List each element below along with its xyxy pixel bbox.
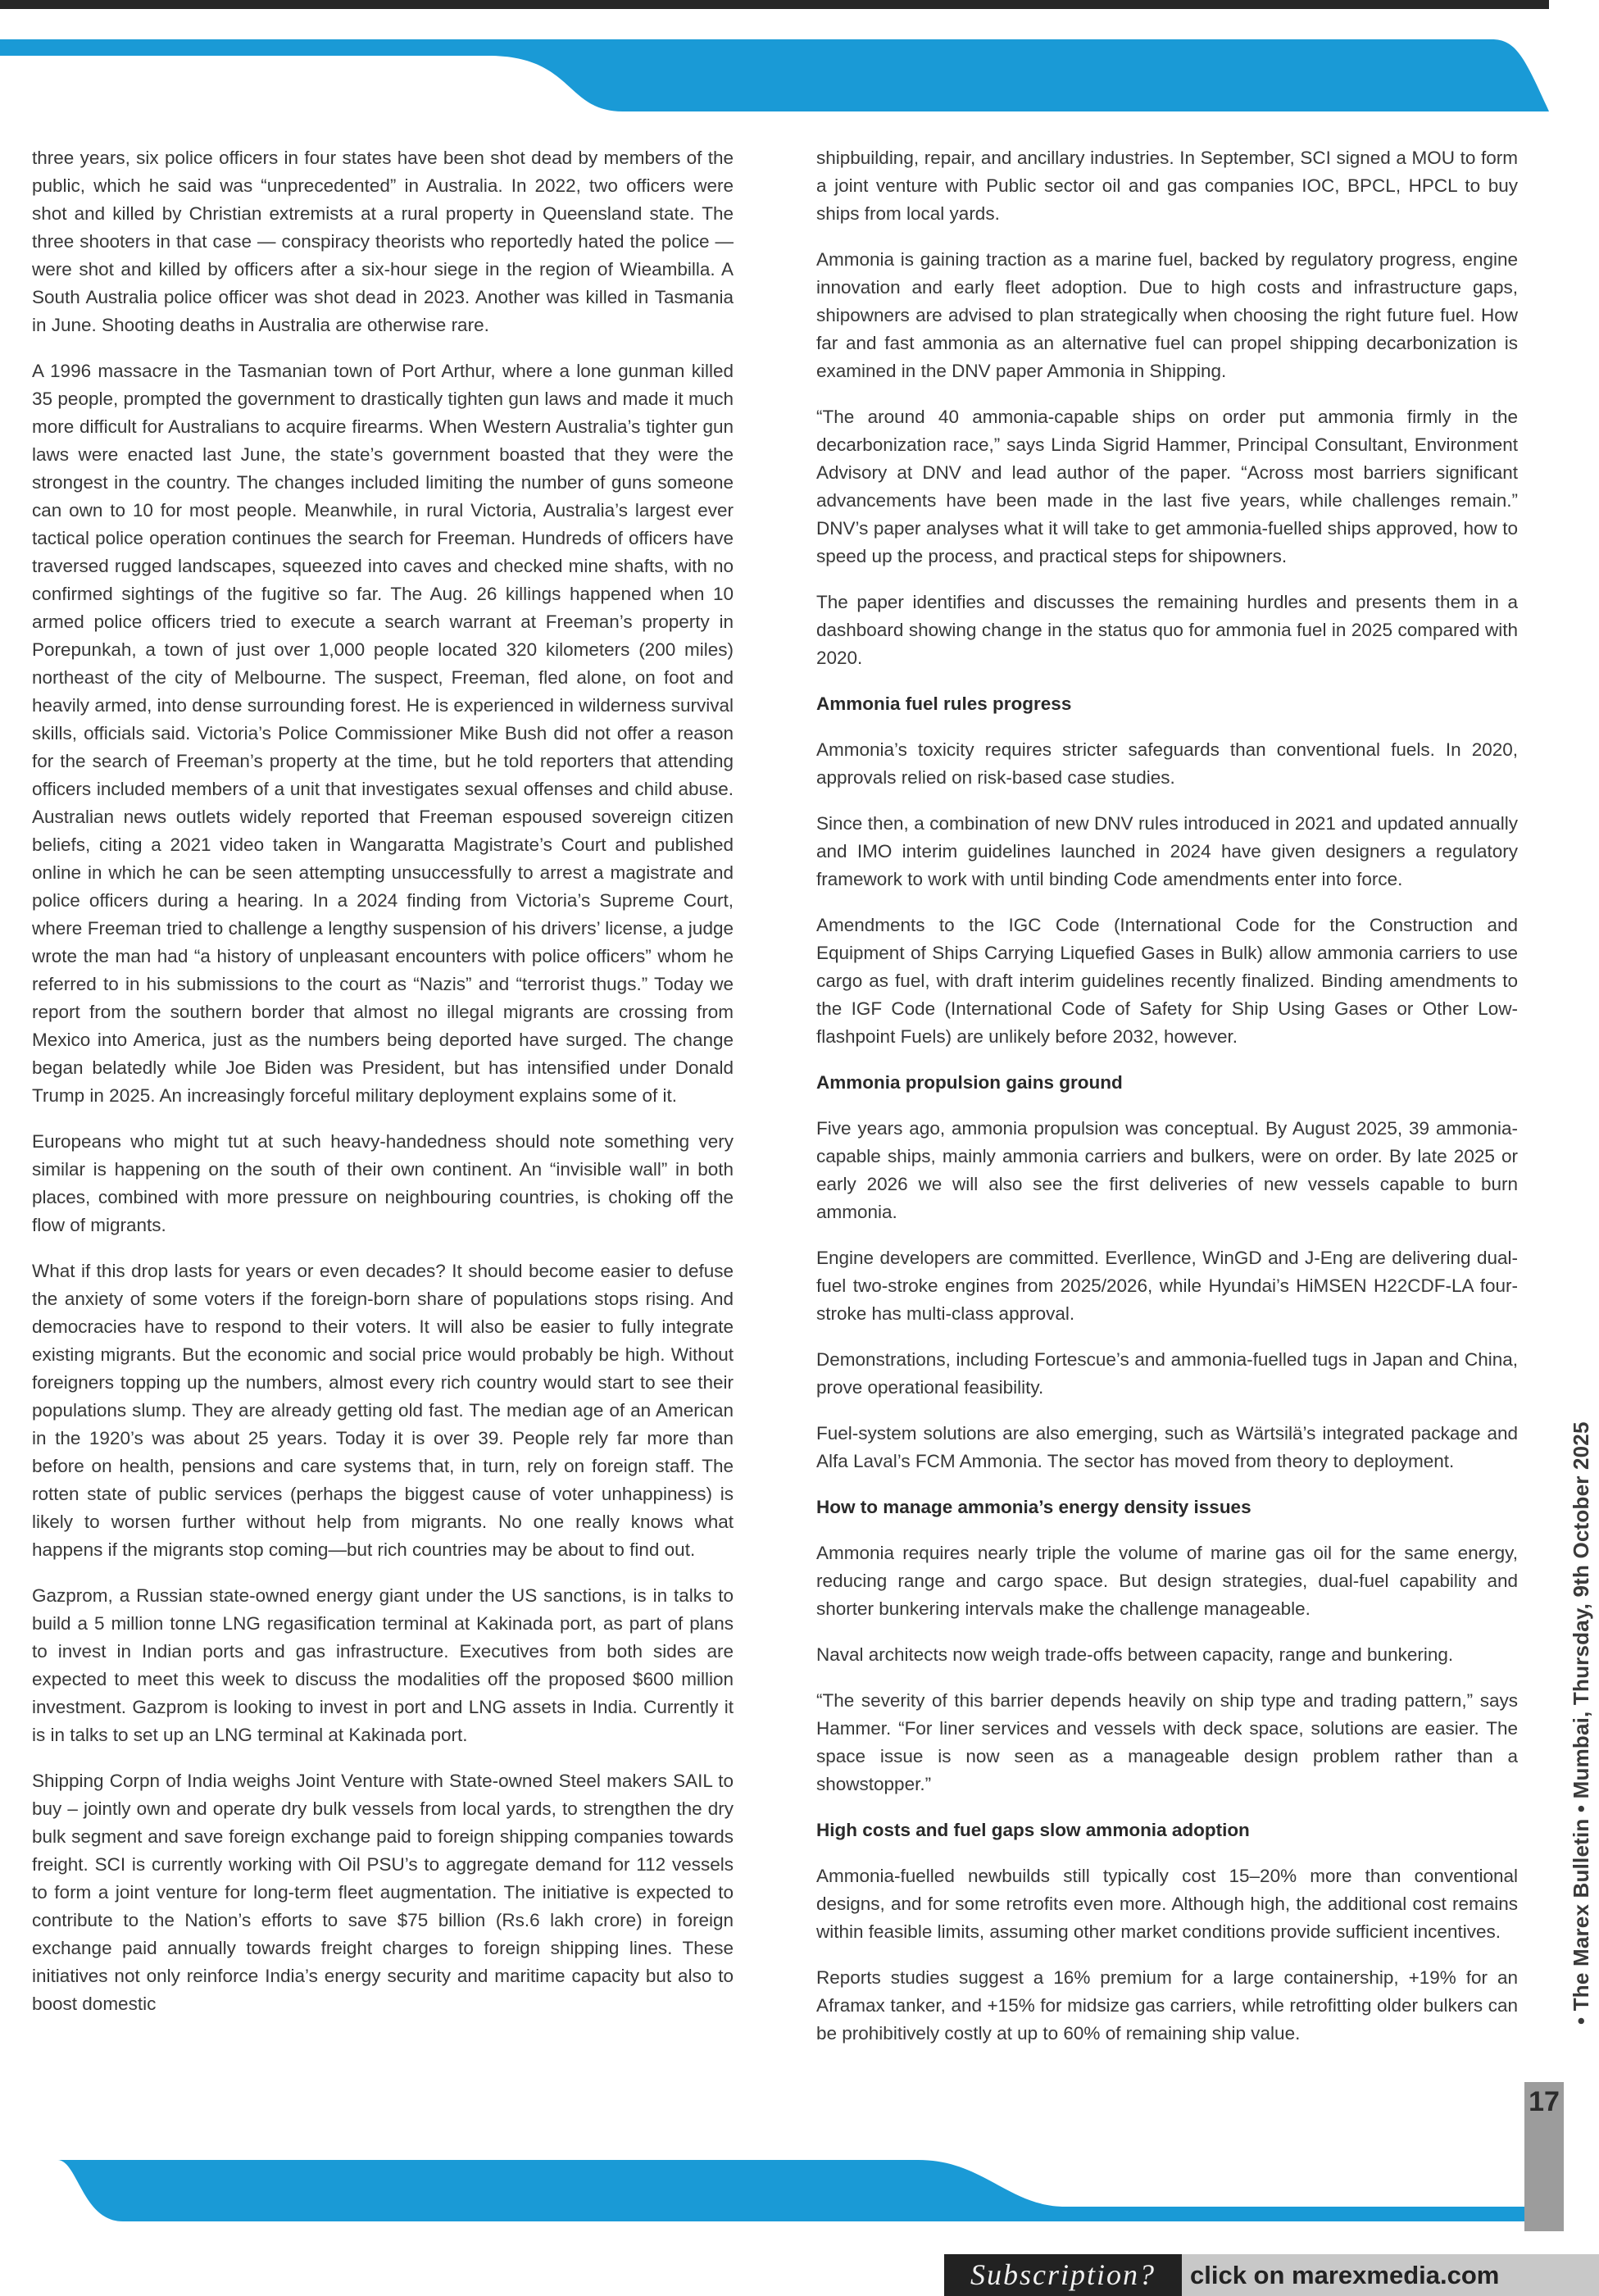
paragraph: Engine developers are committed. Everllence, WinGD and J-Eng are delivering dual-fuel two-stroke engines from 2025/2026, while Hyundai’s HiMSEN H22CDF-LA four-stroke has multi-class approval. [816, 1248, 1518, 1324]
paragraph: Since then, a combination of new DNV rules introduced in 2021 and updated annually and IMO interim guidelines launched in 2024 have given designers a regulatory framework to work with until binding Code amendments enter into force. [816, 813, 1518, 889]
paragraph: “The around 40 ammonia-capable ships on order put ammonia firmly in the decarbonization race,” says Linda Sigrid Hammer, Principal Consultant, Environment Advisory at DNV and lead author of the paper. “Across most barriers significant advancements have been made in the last five years, while challenges remain.” DNV’s paper analyses what it will take to get ammonia-fuelled ships approved, how to speed up the process, and practical steps for shipowners. [816, 407, 1518, 566]
paragraph: A 1996 massacre in the Tasmanian town of Port Arthur, where a lone gunman killed 35 people, prompted the government to drastically tighten gun laws and made it much more difficult for Australians to acquire firearms. When Western Australia’s tighter gun laws were enacted last June, the state’s government boasted that they were the strongest in the country. The changes included limiting the number of guns someone can own to 10 for most people. Meanwhile, in rural Victoria, Australia’s largest ever tactical police operation continues the search for Freeman. Hundreds of officers have traversed rugged landscapes, squeezed into caves and checked mine shafts, with no confirmed sightings of the fugitive so far. The Aug. 26 killings happened when 10 armed police officers tried to execute a search warrant at Freeman’s property in Porepunkah, a town of just over 1,000 people located 320 kilometers (200 miles) northeast of the city of Melbourne. The suspect, Freeman, fled alone, on foot and heavily armed, into dense surrounding forest. He is experienced in wilderness survival skills, officials said. Victoria’s Police Commissioner Mike Bush did not offer a reason for the search of Freeman’s property at the time, but he told reporters that attending officers included members of a unit that investigates sexual offenses and child abuse. Australian news outlets widely reported that Freeman espoused sovereign citizen beliefs, citing a 2021 video taken in Wangaratta Magistrate’s Court and published online in which he can be seen attempting unsuccessfully to arrest a magistrate and police officers during a hearing. In a 2024 finding from Victoria’s Supreme Court, where Freeman tried to challenge a lengthy suspension of his drivers’ license, a judge wrote the man had “a history of unpleasant encounters with police officers” whom he referred to in his submissions to the court as “Nazis” and “terrorist thugs.” Today we report from the southern border that almost no illegal migrants are crossing from Mexico into America, just as the numbers being deported have surged. The change began belatedly while Joe Biden was President, but has intensified under Donald Trump in 2025. An increasingly forceful military deployment explains some of it. [32, 361, 734, 1106]
publication-dateline: • The Marex Bulletin • Mumbai, Thursday, 9th October 2025 [1569, 1421, 1593, 2025]
footer-wave-band [0, 2160, 1524, 2221]
paragraph: Ammonia is gaining traction as a marine fuel, backed by regulatory progress, engine innovation and early fleet adoption. Due to high costs and infrastructure gaps, shipowners are advised to plan strategically when choosing the right future fuel. How far and fast ammonia as an alternative fuel can propel shipping decarbonization is examined in the DNV paper Ammonia in Shipping. [816, 249, 1518, 381]
section-heading: Ammonia propulsion gains ground [816, 1072, 1123, 1093]
footer-wave-decoration [0, 2156, 1599, 2230]
paragraph: Amendments to the IGC Code (International Code for the Construction and Equipment of Ships Carrying Liquefied Gases in Bulk) allow ammonia carriers to use cargo as fuel, with draft interim guidelines recently finalized. Binding amendments to the IGF Code (International Code of Safety for Ship Using Gases or Other Low-flashpoint Fuels) are unlikely before 2032, however. [816, 915, 1518, 1047]
paragraph: Reports studies suggest a 16% premium for a large containership, +19% for an Aframax tanker, and +15% for midsize gas carriers, while retrofitting older bulkers can be prohibitively costly at up to 60% of remaining ship value. [816, 1967, 1518, 2044]
subscription-label: Subscription? [944, 2254, 1182, 2296]
right-article-column [816, 144, 1518, 2066]
paragraph: What if this drop lasts for years or even decades? It should become easier to defuse the anxiety of some voters if the foreign-born share of populations stops rising. And democracies have to respond to their voters. It will also be easier to fully integrate existing migrants. But the economic and social price would probably be high. Without foreigners topping up the numbers, almost every rich country would start to see their populations slump. They are already getting old fast. The median age of an American in the 1920’s was about 25 years. Today it is over 39. People rely far more than before on health, pensions and care systems that, in turn, rely on foreign staff. The rotten state of public services (perhaps the biggest cause of voter unhappiness) is likely to worsen further without help from migrants. No one really knows what happens if the migrants stop coming—but rich countries may be about to find out. [32, 1261, 734, 1560]
paragraph: “The severity of this barrier depends heavily on ship type and trading pattern,” says Hammer. “For liner services and vessels with deck space, solutions are easier. The space issue is now seen as a manageable design problem rather than a showstopper.” [816, 1690, 1518, 1794]
paragraph: Ammonia-fuelled newbuilds still typically cost 15–20% more than conventional designs, and for some retrofits even more. Although high, the additional cost remains within feasible limits, assuming other market conditions provide sufficient incentives. [816, 1866, 1518, 1942]
subscription-link[interactable]: click on marexmedia.com [1190, 2261, 1500, 2289]
paragraph: three years, six police officers in four states have been shot dead by members of the public, which he said was “unprecedented” in Australia. In 2022, two officers were shot and killed by Christian extremists at a rural property in Queensland state. The three shooters in that case — conspiracy theorists who reportedly hated the police — were shot and killed by officers after a six-hour siege in the region of Wieambilla. A South Australia police officer was shot dead in 2023. Another was killed in Tasmania in June. Shooting deaths in Australia are otherwise rare. [32, 148, 734, 335]
section-heading: How to manage ammonia’s energy density issues [816, 1497, 1251, 1517]
paragraph: The paper identifies and discusses the remaining hurdles and presents them in a dashboard showing change in the status quo for ammonia fuel in 2025 compared with 2020. [816, 592, 1518, 668]
left-article-column [32, 144, 734, 2036]
paragraph: Ammonia’s toxicity requires stricter safeguards than conventional fuels. In 2020, approvals relied on risk-based case studies. [816, 739, 1518, 788]
header-wave-band [0, 39, 1549, 111]
page-number: 17 [1529, 2086, 1560, 2117]
top-bar [0, 0, 1549, 9]
paragraph: Gazprom, a Russian state-owned energy giant under the US sanctions, is in talks to build a 5 million tonne LNG regasification terminal at Kakinada port, as part of plans to invest in Indian ports and gas infrastructure. Executives from both sides are expected to meet this week to discuss the modalities off the proposed $600 million investment. Gazprom is looking to invest in port and LNG assets in India. Currently it is in talks to set up an LNG terminal at Kakinada port. [32, 1585, 734, 1745]
paragraph: Ammonia requires nearly triple the volume of marine gas oil for the same energy, reducing range and cargo space. But design strategies, dual-fuel capability and shorter bunkering intervals make the challenge manageable. [816, 1543, 1518, 1619]
paragraph: Shipping Corpn of India weighs Joint Venture with State-owned Steel makers SAIL to buy – jointly own and operate dry bulk vessels from local yards, to strengthen the dry bulk segment and save foreign exchange paid to foreign shipping companies towards freight. SCI is currently working with Oil PSU’s to aggregate demand for 112 vessels to form a joint venture for long-term fleet augmentation. The initiative is expected to contribute to the Nation’s efforts to save $75 billion (Rs.6 lakh crore) in foreign exchange paid annually towards freight charges to foreign shipping lines. These initiatives not only reinforce India’s energy security and maritime capacity but also to boost domestic [32, 1771, 734, 2014]
paragraph: shipbuilding, repair, and ancillary industries. In September, SCI signed a MOU to form a joint venture with Public sector oil and gas companies IOC, BPCL, HPCL to buy ships from local yards. [816, 148, 1518, 224]
paragraph: Demonstrations, including Fortescue’s and ammonia-fuelled tugs in Japan and China, prove operational feasibility. [816, 1349, 1518, 1398]
section-heading: High costs and fuel gaps slow ammonia adoption [816, 1820, 1250, 1840]
paragraph: Five years ago, ammonia propulsion was conceptual. By August 2025, 39 ammonia- capable ships, mainly ammonia carriers and bulkers, were on order. By late 2025 or early 2026 we will also see the first deliveries of new vessels capable to burn ammonia. [816, 1118, 1518, 1222]
paragraph: Naval architects now weigh trade-offs between capacity, range and bunkering. [816, 1644, 1454, 1665]
paragraph: Europeans who might tut at such heavy-handedness should note something very similar is happening on the south of their own continent. An “invisible wall” in both places, combined with more pressure on neighbouring countries, is choking off the flow of migrants. [32, 1131, 734, 1235]
section-heading: Ammonia fuel rules progress [816, 693, 1072, 714]
paragraph: Fuel-system solutions are also emerging, such as Wärtsilä’s integrated package and Alfa Laval’s FCM Ammonia. The sector has moved from theory to deployment. [816, 1423, 1518, 1471]
header-wave-decoration [0, 33, 1599, 115]
